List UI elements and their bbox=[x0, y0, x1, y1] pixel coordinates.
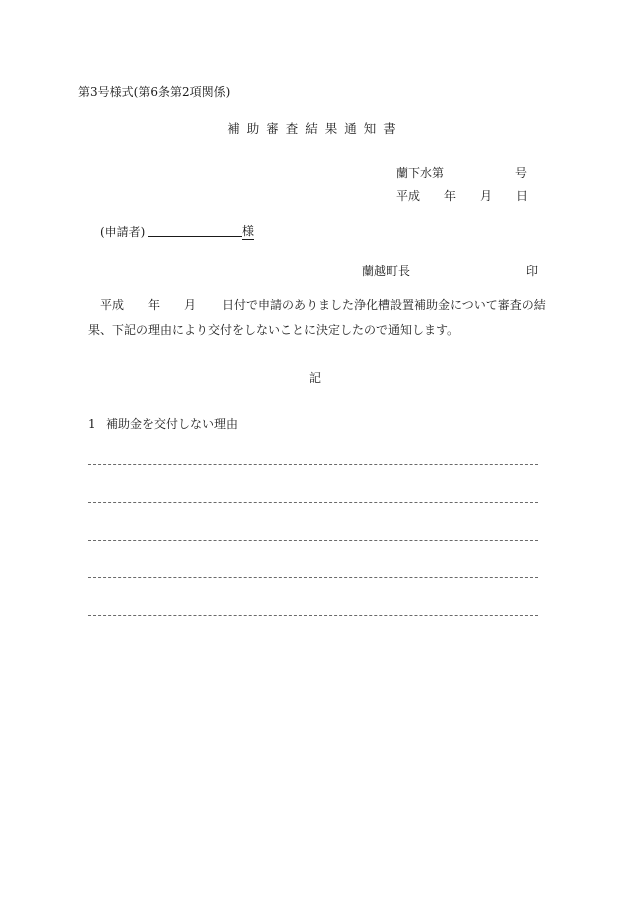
document-title: 補助審査結果通知書 bbox=[227, 121, 403, 136]
body-era: 平成 bbox=[100, 298, 125, 312]
date-month-unit: 月 bbox=[480, 189, 493, 203]
reference-number-prefix: 蘭下水第 bbox=[396, 166, 445, 180]
body-text-rest: 日付で申請のありました浄化槽設置補助金について審査の結 bbox=[222, 298, 546, 312]
reason-line bbox=[88, 540, 538, 541]
reference-number-suffix: 号 bbox=[515, 166, 528, 180]
date-era: 平成 bbox=[396, 189, 421, 203]
section-heading bbox=[88, 416, 238, 432]
reason-line bbox=[88, 577, 538, 578]
body-paragraph-line-1 bbox=[100, 297, 546, 313]
applicant-label: (申請者) bbox=[100, 225, 146, 239]
reason-line bbox=[88, 502, 538, 503]
form-number: 第3号様式(第6条第2項関係) bbox=[78, 85, 231, 99]
seal-mark: 印 bbox=[526, 264, 539, 278]
issuer-name: 蘭越町長 bbox=[362, 264, 411, 278]
section-number: 1 bbox=[88, 417, 96, 431]
section-title: 補助金を交付しない理由 bbox=[106, 417, 239, 431]
applicant-name-blank bbox=[148, 236, 242, 237]
reason-line bbox=[88, 615, 538, 616]
body-paragraph-line-2: 果、下記の理由により交付をしないことに決定したので通知します。 bbox=[88, 323, 460, 337]
date-day-unit: 日 bbox=[516, 189, 529, 203]
record-heading: 記 bbox=[308, 371, 321, 385]
date-year-unit: 年 bbox=[444, 189, 457, 203]
applicant-honorific: 様 bbox=[242, 224, 255, 238]
body-month-unit: 月 bbox=[184, 298, 197, 312]
body-year-unit: 年 bbox=[148, 298, 161, 312]
reason-line bbox=[88, 464, 538, 465]
